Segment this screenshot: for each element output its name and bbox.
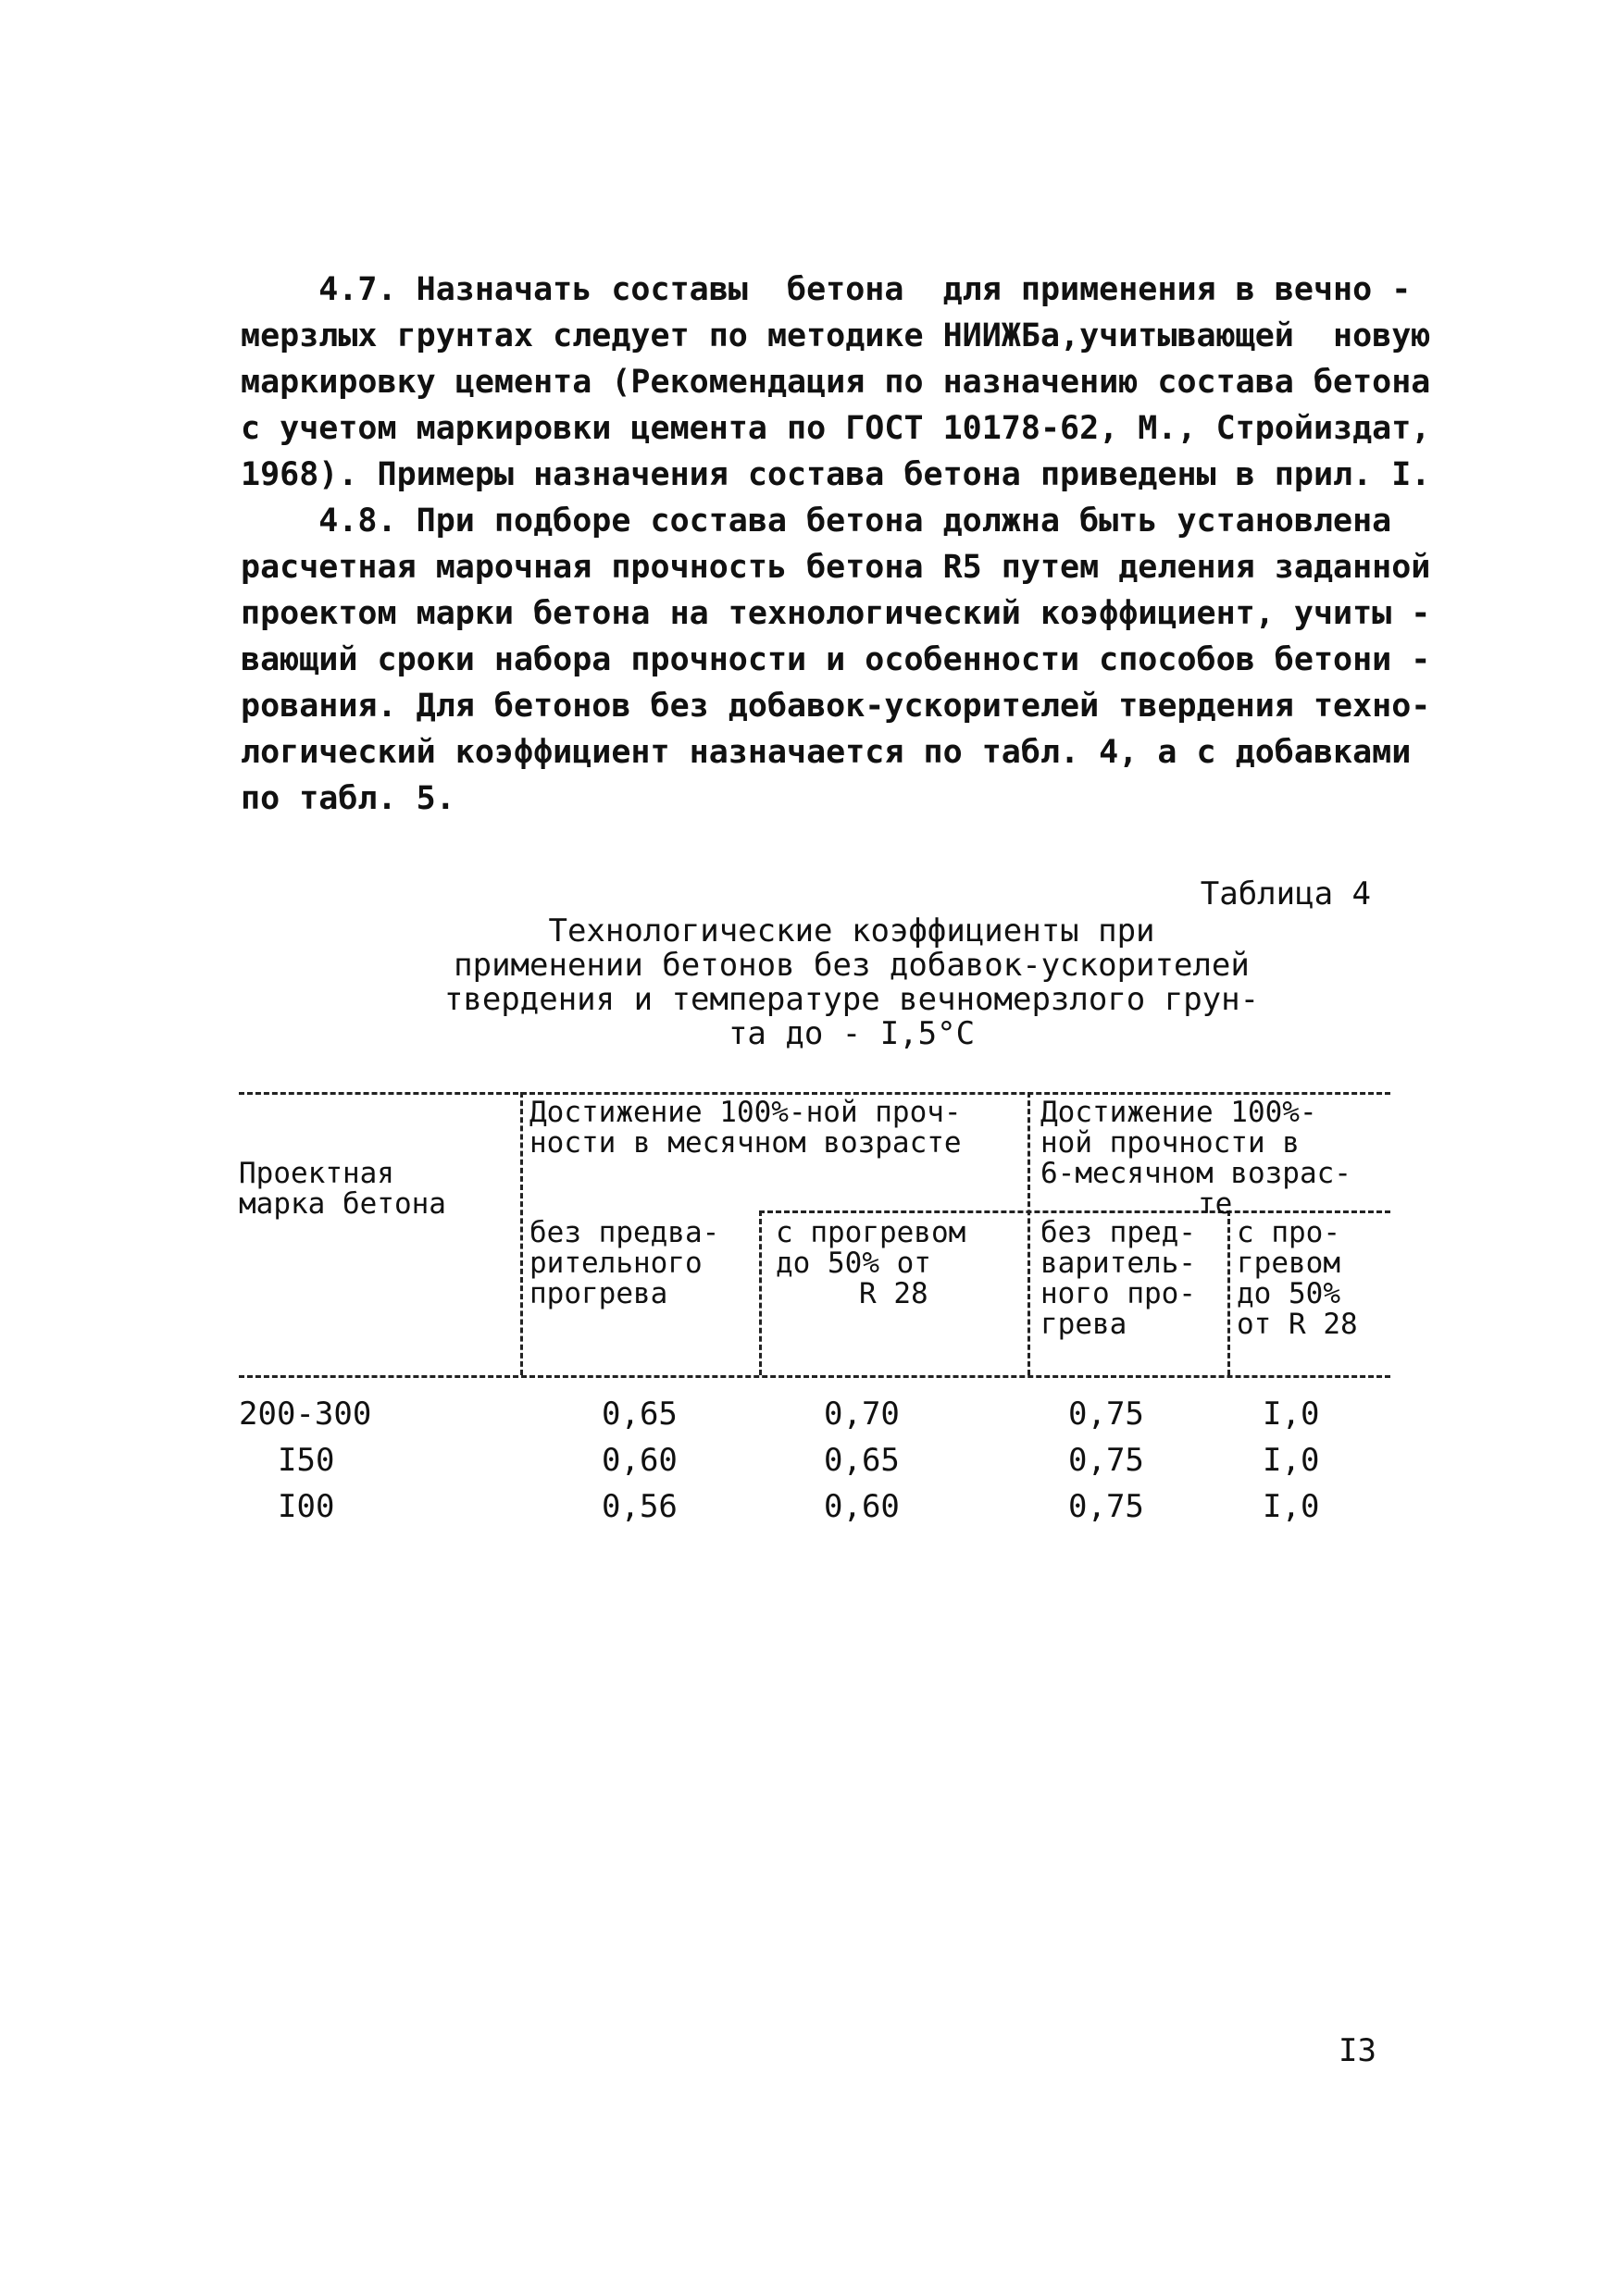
header-line: без пред- xyxy=(1040,1216,1196,1249)
table-title-line: та до - I,5°С xyxy=(728,1015,976,1052)
table-title-line: твердения и температуре вечномерзлого грун- xyxy=(443,981,1260,1018)
table-row xyxy=(239,1484,1390,1529)
page-number: I3 xyxy=(1339,2032,1376,2069)
cell-grade: 200-300 xyxy=(239,1396,372,1433)
cell-value: I,0 xyxy=(1263,1442,1320,1479)
header-line: Проектная xyxy=(239,1157,394,1190)
header-monthly-strength xyxy=(529,1098,962,1159)
header-line: марка бетона xyxy=(239,1187,446,1221)
text-line: расчетная марочная прочность бетона R5 путем деления заданной xyxy=(241,549,1431,586)
header-project-grade xyxy=(239,1159,446,1220)
header-line: ности в месячном возрасте xyxy=(529,1126,962,1160)
cell-value: 0,75 xyxy=(1068,1396,1144,1433)
header-line: грева xyxy=(1040,1308,1127,1341)
text-line: 4.8. При подборе состава бетона должна быть установлена xyxy=(241,503,1392,540)
table-row xyxy=(239,1438,1390,1483)
header-line: до 50% от xyxy=(776,1247,931,1280)
text-line: логический коэффициент назначается по табл. 4, а с добавками xyxy=(241,734,1412,771)
header-line: ной прочности в xyxy=(1040,1126,1300,1160)
header-line: 6-месячном возрас- xyxy=(1040,1157,1351,1190)
text-line: рования. Для бетонов без добавок-ускорителей твердения техно- xyxy=(241,688,1431,725)
header-six-month-strength xyxy=(1040,1098,1351,1220)
table-row xyxy=(239,1392,1390,1436)
header-line: от R 28 xyxy=(1237,1308,1358,1341)
table-column-divider xyxy=(1227,1210,1230,1375)
header-line: Достижение 100%- xyxy=(1040,1096,1317,1129)
table-title xyxy=(389,914,1314,1051)
table-column-divider xyxy=(1027,1092,1030,1375)
text-line: проектом марки бетона на технологический коэффициент, учиты - xyxy=(241,595,1431,632)
table-column-divider xyxy=(759,1210,762,1375)
header-line: с про- xyxy=(1237,1216,1340,1249)
text-line: маркировку цемента (Рекомендация по назначению состава бетона xyxy=(241,364,1431,401)
cell-value: 0,60 xyxy=(824,1488,900,1525)
cell-value: 0,65 xyxy=(602,1396,678,1433)
cell-value: 0,60 xyxy=(602,1442,678,1479)
cell-value: 0,56 xyxy=(602,1488,678,1525)
header-line: до 50% xyxy=(1237,1277,1340,1310)
header-line: варитель- xyxy=(1040,1247,1196,1280)
cell-value: I,0 xyxy=(1263,1488,1320,1525)
table-header-bottom-rule xyxy=(239,1375,1390,1378)
cell-value: 0,70 xyxy=(824,1396,900,1433)
header-line: без предва- xyxy=(529,1216,720,1249)
header-no-preheat-month xyxy=(529,1218,719,1309)
cell-value: 0,75 xyxy=(1068,1488,1144,1525)
header-preheat-six-month xyxy=(1237,1218,1358,1340)
text-line: вающий сроки набора прочности и особенности способов бетони - xyxy=(241,641,1431,678)
header-line: прогрева xyxy=(529,1277,668,1310)
table-title-line: Технологические коэффициенты при xyxy=(548,912,1155,949)
cell-value: 0,75 xyxy=(1068,1442,1144,1479)
table-top-rule xyxy=(239,1092,1390,1095)
cell-value: I,0 xyxy=(1263,1396,1320,1433)
header-no-preheat-six-month xyxy=(1040,1218,1196,1340)
cell-grade: I50 xyxy=(278,1442,335,1479)
header-line: ного про- xyxy=(1040,1277,1196,1310)
table-label: Таблица 4 xyxy=(1200,875,1371,912)
paragraph-4-8 xyxy=(241,498,1431,822)
text-line: с учетом маркировки цемента по ГОСТ 10178-62, М., Стройиздат, xyxy=(241,410,1431,447)
cell-value: 0,65 xyxy=(824,1442,900,1479)
text-line: мерзлых грунтах следует по методике НИИЖБа,учитывающей новую xyxy=(241,317,1431,354)
cell-grade: I00 xyxy=(278,1488,335,1525)
text-line: 4.7. Назначать составы бетона для применения в вечно - xyxy=(241,271,1412,308)
header-line: гревом xyxy=(1237,1247,1340,1280)
header-line: с прогревом xyxy=(776,1216,966,1249)
header-line: Достижение 100%-ной проч- xyxy=(529,1096,962,1129)
paragraph-4-7 xyxy=(241,267,1431,498)
header-line: R 28 xyxy=(859,1277,928,1310)
table-title-line: применении бетонов без добавок-ускорителей xyxy=(454,947,1250,984)
table-column-divider xyxy=(520,1092,523,1375)
text-line: 1968). Примеры назначения состава бетона приведены в прил. I. xyxy=(241,456,1431,493)
header-preheat-month xyxy=(776,1218,965,1309)
header-line: рительного xyxy=(529,1247,703,1280)
header-line: те xyxy=(1198,1187,1233,1221)
text-line: по табл. 5. xyxy=(241,780,455,817)
